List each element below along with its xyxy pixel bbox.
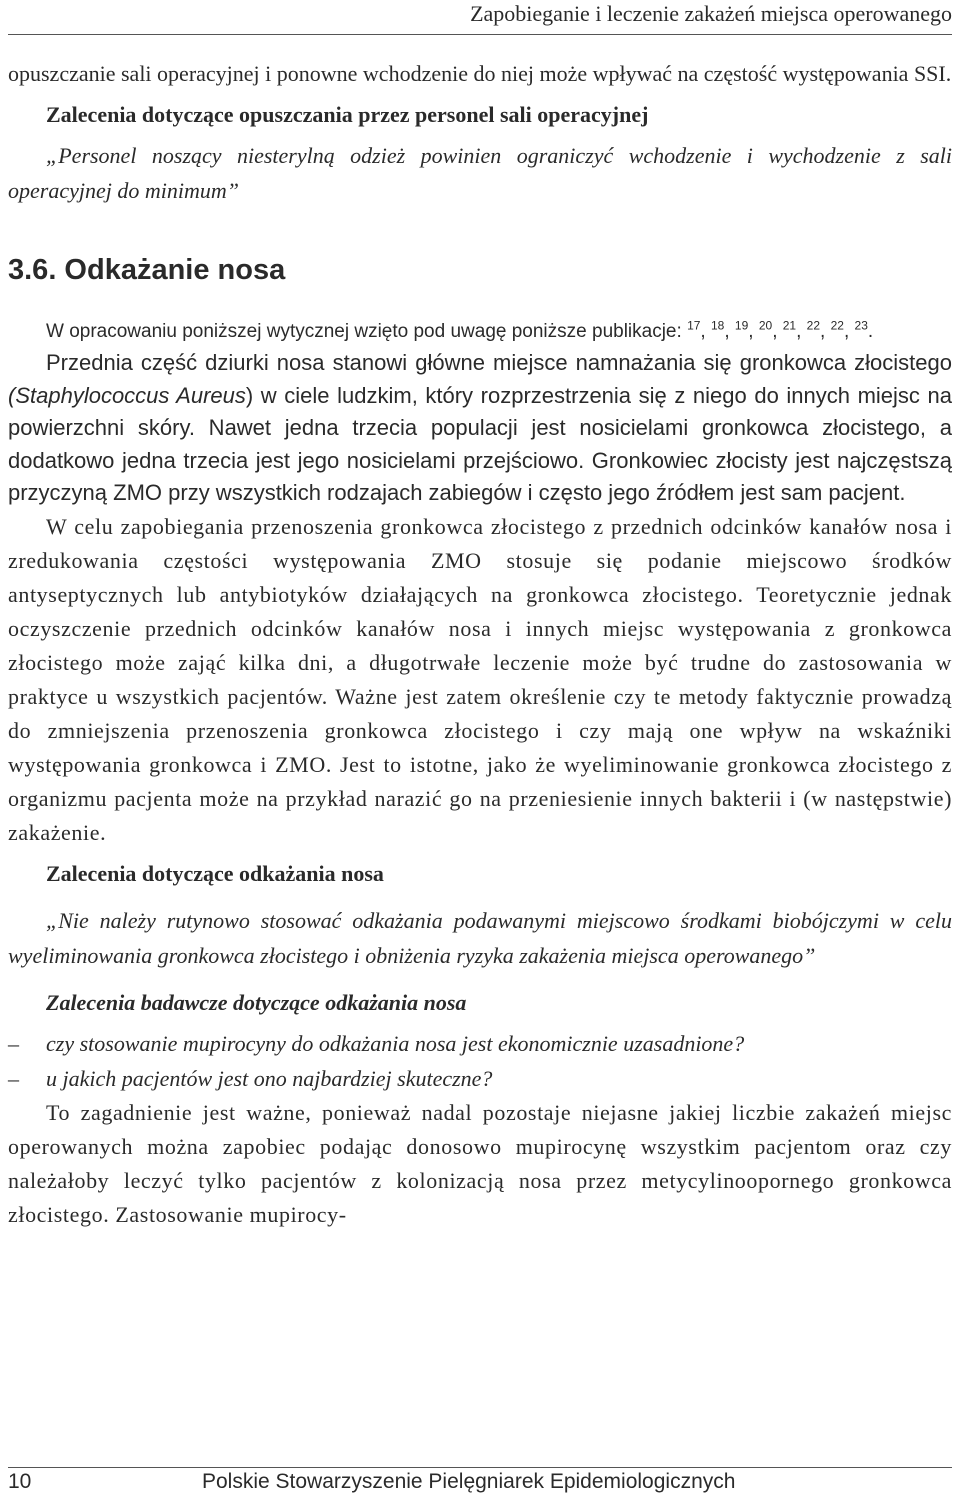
ref-23: 23 [854,318,868,333]
header-divider [8,34,952,35]
ref-20: 20 [758,318,773,333]
paragraph-prevention: W celu zapobiegania przenoszenia gronkowca złocistego z przednich odcinków kanałów nosa i zredukowania częstości występowania ZMO stosuje się podanie miejscowo środków antyseptycznych lub antybiotyków działających na gronkowca złocistego. Teoretycznie jednak oczyszczenie przednich odcinków kanałów nosa i innych miejsc występowania z gronkowca złocistego może zająć kilka dni, a długotrwałe leczenie może być trudne do zastosowania w praktyce u wszystkich pacjentów. Ważne jest zatem określenie czy te metody faktycznie prowadzą do zmniejszenia przenoszenia gronkowca złocistego i czy mają one wpływ na wskaźniki występowania gronkowca i ZMO. Jest to istotne, jako że wyeliminowanie gronkowca złocistego z organizmu pacjenta może na przykład narazić go na przeniesienie innych bakterii i (w następstwie) zakażenie. [8,513,952,845]
latin-name: (Staphylococcus Aureus [8,382,246,408]
research-questions [8,1026,952,1096]
ref-18: 18 [710,318,725,333]
ref-22b: 22 [830,318,844,333]
publications-intro: W opracowaniu poniższej wytycznej wzięto pod uwagę poniższe publikacje: $^{17}$, $^{18}$, $^{19}$, $^{20}$, $^{21}$, $^{22}$, $^{22}$, $^{23}$. [46,318,874,342]
paragraph-mupirocin: To zagadnienie jest ważne, ponieważ nadal pozostaje niejasne jakiej liczbie zakażeń miejsc operowanych można zapobiec podając donosowo mupirocynę wszystkim pacjentom oraz czy należałoby leczyć tylko pacjentów z kolonizacją nosa przez metycylinoopornego gronkowca złocistego. Zastosowanie mupirocy- [8,1099,952,1227]
footer-organization: Polskie Stowarzyszenie Pielęgniarek Epidemiologicznych [202,1470,736,1493]
page-content [8,56,952,1232]
recommendation-quote-nose: „Nie należy rutynowo stosować odkażania podawanymi miejscowo środkami biobójczymi w celu wyeliminowania gronkowca złocistego i obniżenia ryzyka zakażenia miejsca operowanego” [8,907,952,968]
list-item: – u jakich pacjentów jest ono najbardziej skuteczne? [8,1065,493,1091]
recommendation-heading-nose: Zalecenia dotyczące odkażania nosa [46,860,384,886]
ref-22a: 22 [806,318,821,333]
section-title: 3.6. Odkażanie nosa [8,254,286,286]
list-item: – czy stosowanie mupirocyny do odkażania nosa jest ekonomicznie uzasadnione? [8,1030,745,1056]
recommendation-heading-or: Zalecenia dotyczące opuszczania przez personel sali operacyjnej [46,102,649,127]
ref-17: 17 [687,318,701,333]
paragraph-nasal-carriage: Przednia część dziurki nosa stanowi główne miejsce namnażania się gronkowca złocistego (Staphylococcus Aureus) w ciele ludzkim, który rozprzestrzenia się z niego do innych miejsc na powierzchni skóry. Nawet jedna trzecia populacji jest nosicielami gronkowca złocistego, a dodatkowo jedna trzecia jest jego nosicielami przejściowo. Gronkowiec złocisty jest najczęstszą przyczyną ZMO przy wszystkich rodzajach zabiegów i często jego źródłem jest sam pacjent. [8,350,952,505]
ref-19: 19 [734,318,749,333]
research-heading: Zalecenia badawcze dotyczące odkażania nosa [46,989,467,1015]
ref-21: 21 [782,318,797,333]
running-header: Zapobieganie i leczenie zakażeń miejsca operowanego [470,1,952,26]
page-number: 10 [8,1470,32,1493]
intro-text: W opracowaniu poniższej wytycznej wzięto pod uwagę poniższe publikacje: [46,321,688,342]
continuation-paragraph: opuszczanie sali operacyjnej i ponowne wchodzenie do niej może wpływać na częstość występowania SSI. [8,61,952,86]
recommendation-quote-or: „Personel noszący niesterylną odzież powinien ograniczyć wchodzenie i wychodzenie z sali operacyjnej do minimum” [8,143,952,203]
